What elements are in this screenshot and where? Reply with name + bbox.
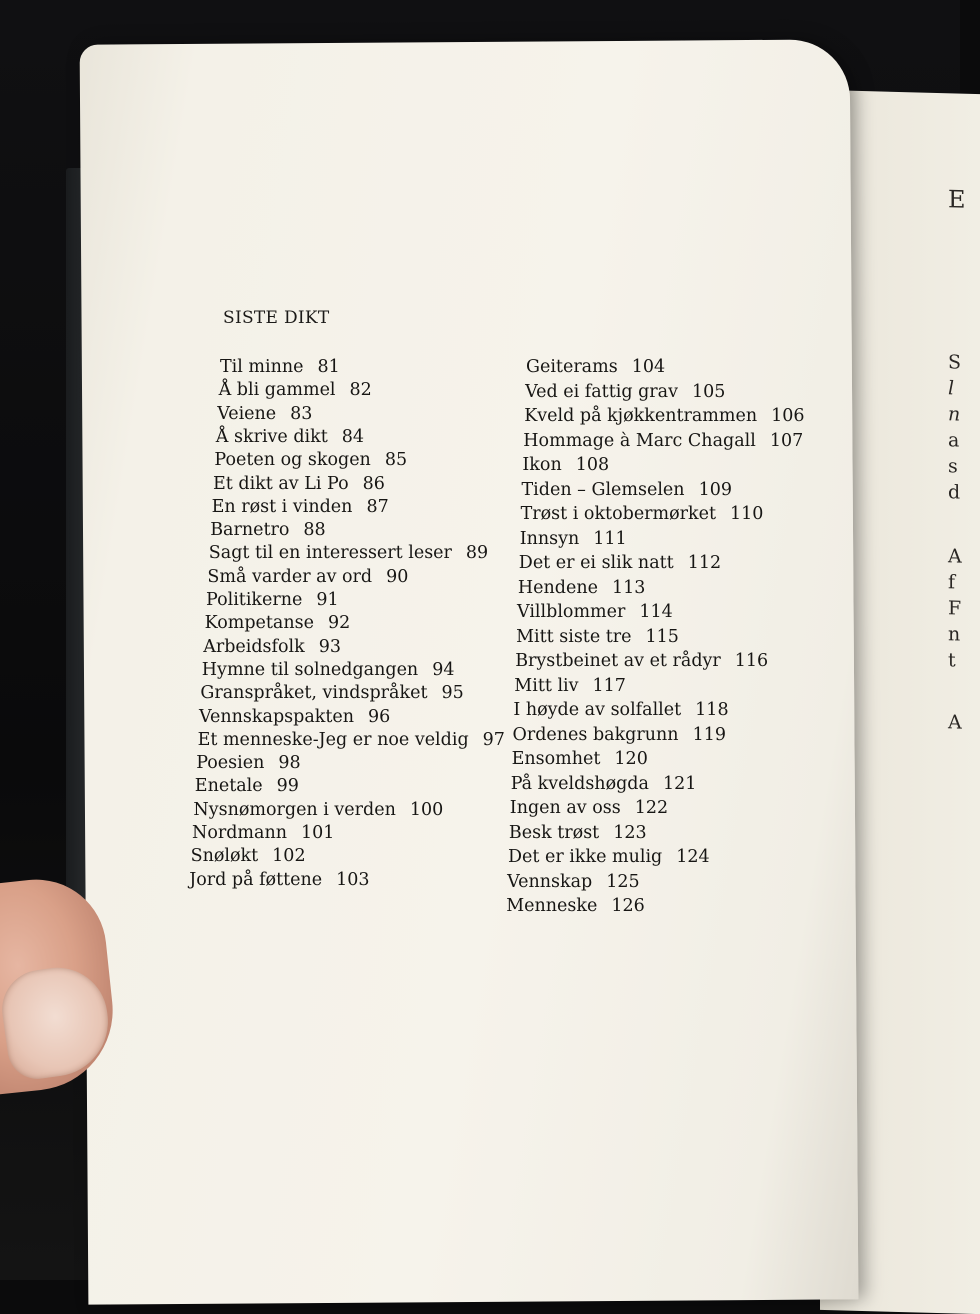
toc-entry-page: 97 [482, 729, 505, 750]
toc-entry-page: 89 [465, 543, 489, 564]
toc-entry-title: Nordmann [192, 823, 287, 843]
toc-entry-title: En røst i vinden [211, 496, 353, 517]
toc-entry-title: Kveld på kjøkkentrammen [524, 406, 758, 426]
toc-entry-page: 115 [645, 626, 679, 647]
facing-page-fragment: A [948, 711, 962, 734]
facing-page-fragment: n [948, 623, 961, 646]
toc-entry-title: I høyde av solfallet [513, 700, 682, 720]
toc-entry [513, 699, 728, 721]
toc-entry-title: Små varder av ord [207, 566, 373, 587]
toc-entry-title: Trøst i oktobermørket [520, 504, 717, 524]
toc-entry [509, 822, 647, 844]
toc-entry-title: Å skrive dikt [215, 426, 328, 447]
toc-entry-page: 81 [317, 357, 340, 377]
toc-entry-page: 110 [730, 504, 764, 524]
toc-entry-page: 121 [662, 773, 697, 794]
toc-entry [521, 503, 764, 525]
toc-entry [216, 426, 364, 448]
toc-entry-page: 118 [695, 700, 729, 720]
toc-entry [508, 846, 710, 868]
toc-entry-title: Hymne til solnedgangen [201, 659, 419, 680]
facing-page-fragment: l [948, 377, 955, 400]
toc-entry-title: Geiterams [526, 357, 618, 377]
toc-entry-page: 116 [734, 651, 769, 671]
toc-entry-title: Barnetro [210, 520, 290, 541]
toc-entry [217, 403, 312, 425]
toc-entry-page: 111 [593, 528, 627, 549]
facing-page-fragment: A [948, 545, 962, 568]
toc-entry-title: På kveldshøgda [510, 773, 649, 794]
toc-entry-page: 103 [336, 869, 370, 890]
toc-entry-title: Ensomhet [511, 749, 601, 769]
toc-entry-page: 117 [592, 675, 626, 696]
toc-entry-page: 106 [771, 406, 805, 426]
toc-entry [522, 479, 732, 501]
toc-entry-page: 96 [368, 706, 391, 727]
toc-entry-page: 82 [349, 380, 372, 401]
toc-entry [512, 748, 648, 770]
toc-entry-title: Vennskapspakten [199, 706, 355, 727]
toc-entry [198, 729, 505, 751]
toc-entry [219, 379, 372, 401]
toc-entry-title: Hendene [517, 577, 598, 598]
facing-page-fragment: S [948, 351, 962, 374]
toc-entry [507, 871, 640, 893]
toc-entry-page: 99 [276, 776, 299, 797]
toc-entry [523, 430, 803, 452]
toc-entry-page: 105 [692, 381, 726, 402]
toc-entry [192, 822, 334, 844]
toc-entry-page: 107 [769, 430, 804, 451]
toc-entry-title: Ingen av oss [509, 798, 621, 818]
toc-entry-title: Politikerne [206, 590, 303, 610]
toc-entry-page: 123 [613, 822, 647, 843]
toc-entry-page: 113 [611, 577, 646, 598]
toc-entry-title: Granspråket, vindspråket [200, 683, 428, 704]
toc-entry-page: 126 [611, 896, 645, 916]
toc-entry [514, 675, 626, 697]
toc-entry-title: Mitt siste tre [516, 626, 632, 647]
toc-entry-title: Enetale [194, 776, 263, 797]
toc-entry-title: Villblommer [517, 602, 626, 622]
toc-entry [519, 552, 721, 574]
toc-entry [526, 356, 665, 378]
toc-entry [213, 473, 385, 495]
toc-entry-page: 109 [698, 479, 732, 500]
toc-entry-page: 84 [341, 426, 365, 447]
toc-entry-page: 100 [409, 799, 444, 820]
toc-entry-title: Ikon [522, 455, 562, 475]
toc-entry-title: Veiene [217, 403, 277, 424]
toc-entry-title: Et dikt av Li Po [213, 473, 349, 494]
toc-entry [189, 869, 369, 891]
toc-entry [517, 601, 673, 623]
toc-entry-page: 95 [441, 683, 464, 704]
toc-entry [506, 895, 645, 917]
toc-entry-title: Sagt til en interessert leser [208, 543, 452, 564]
toc-entry [205, 612, 351, 634]
toc-entry-page: 87 [366, 496, 389, 517]
toc-entry-title: Besk trøst [508, 822, 600, 843]
toc-entry-page: 101 [301, 823, 335, 843]
toc-entry [209, 542, 488, 564]
toc-entry [511, 773, 697, 795]
toc-entry-page: 98 [278, 753, 301, 774]
toc-entry-page: 104 [631, 357, 666, 377]
toc-entry-title: Poesien [196, 753, 265, 774]
toc-entry [212, 496, 389, 518]
toc-entry-title: Poeten og skogen [214, 450, 371, 471]
toc-entry [513, 724, 726, 746]
toc-entry-title: Ordenes bakgrunn [512, 724, 679, 745]
toc-entry-title: Et menneske-Jeg er noe veldig [197, 729, 469, 750]
toc-entry [196, 752, 300, 774]
toc-entry-title: Mitt liv [514, 675, 579, 696]
toc-entry [195, 775, 299, 797]
toc-entry-page: 120 [614, 749, 648, 769]
toc-entry-title: Tiden – Glemselen [521, 479, 685, 500]
toc-entry-page: 94 [432, 659, 455, 680]
book-page [80, 39, 859, 1304]
toc-entry-page: 88 [303, 520, 326, 541]
toc-entry-title: Hommage à Marc Chagall [523, 430, 756, 451]
section-heading: SISTE DIKT [223, 308, 330, 328]
toc-entry [193, 799, 443, 821]
toc-entry [522, 454, 609, 476]
toc-entry [515, 650, 768, 672]
toc-entry-page: 85 [384, 450, 408, 471]
toc-entry-page: 91 [316, 590, 339, 610]
toc-entry [202, 659, 455, 681]
toc-entry [516, 626, 679, 648]
toc-entry-title: Ved ei fattig grav [525, 381, 678, 402]
facing-page-fragment: s [948, 455, 958, 478]
toc-entry-page: 102 [272, 846, 306, 867]
toc-entry-page: 122 [634, 798, 669, 818]
facing-page-fragment: f [948, 571, 956, 594]
toc-entry [199, 706, 390, 728]
toc-entry-page: 124 [676, 847, 710, 867]
toc-entry [520, 528, 627, 550]
toc-entry-page: 119 [692, 724, 726, 745]
toc-entry [214, 449, 407, 471]
toc-entry-title: Kompetanse [204, 613, 314, 634]
toc-entry-page: 92 [327, 613, 351, 634]
toc-entry-page: 114 [639, 602, 673, 622]
toc-entry-title: Det er ei slik natt [518, 553, 674, 573]
toc-entry [191, 845, 306, 867]
toc-entry-page: 108 [575, 455, 610, 475]
facing-page-fragment: F [948, 597, 962, 620]
toc-entry-title: Det er ikke mulig [508, 847, 663, 867]
toc-entry [524, 405, 804, 427]
toc-entry [525, 381, 725, 403]
toc-entry-title: Vennskap [507, 871, 593, 892]
toc-entry-title: Arbeidsfolk [203, 636, 305, 657]
toc-entry [510, 797, 668, 819]
toc-entry-page: 93 [318, 636, 342, 657]
toc-entry [220, 356, 340, 378]
toc-entry-page: 90 [386, 566, 409, 587]
facing-page-fragment: d [948, 481, 961, 504]
toc-entry [518, 577, 645, 599]
facing-page-fragment: n [948, 403, 961, 426]
facing-page-fragment: E [948, 185, 966, 214]
toc-entry-title: Å bli gammel [218, 380, 336, 401]
toc-entry-title: Brystbeinet av et rådyr [515, 651, 721, 671]
toc-entry-title: Jord på føttene [189, 869, 323, 890]
toc-entry-page: 86 [362, 473, 385, 494]
toc-entry-title: Nysnømorgen i verden [193, 799, 396, 820]
toc-entry [210, 519, 326, 541]
toc-entry [206, 589, 339, 611]
toc-entry [207, 566, 408, 588]
facing-page-fragment: a [948, 429, 960, 452]
toc-entry-page: 112 [687, 553, 722, 573]
toc-entry [200, 682, 463, 704]
facing-page-fragment: t [948, 649, 956, 672]
toc-entry-title: Snøløkt [190, 846, 259, 867]
toc-entry-page: 125 [606, 871, 640, 892]
toc-entry-title: Til minne [220, 357, 304, 377]
toc-entry-title: Innsyn [519, 528, 580, 549]
toc-entry [203, 636, 341, 658]
toc-entry-title: Menneske [506, 896, 598, 916]
toc-entry-page: 83 [290, 403, 313, 424]
